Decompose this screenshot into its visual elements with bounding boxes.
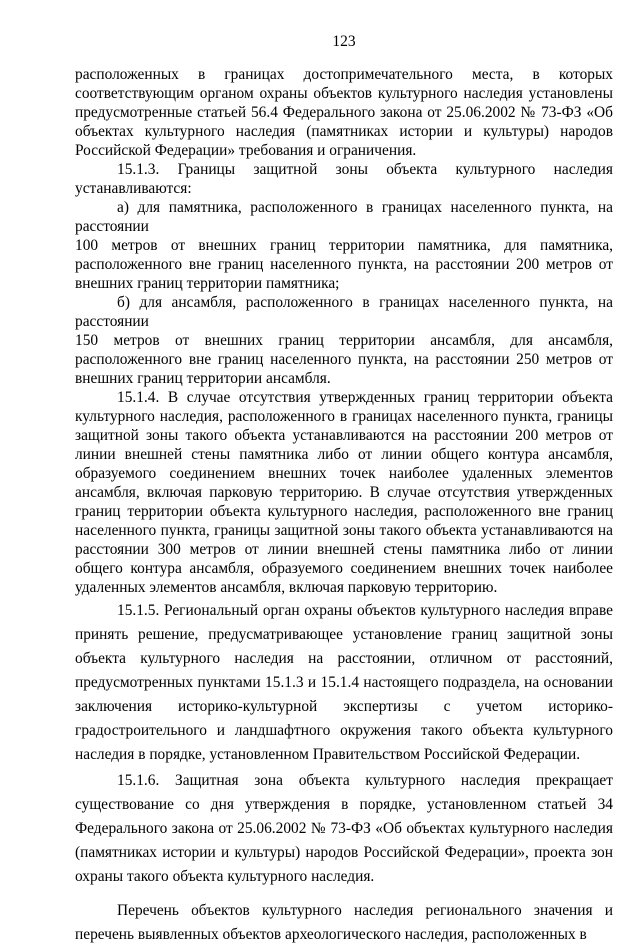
document-body bbox=[75, 65, 613, 947]
paragraph-15-1-3: 15.1.3. Границы защитной зоны объекта культурного наследия устанавливаются: bbox=[75, 161, 613, 197]
paragraph-item-b: б) для ансамбля, расположенного в границах населенного пункта, на расстоянии bbox=[75, 294, 613, 330]
paragraph-item-a-continued: 100 метров от внешних границ территории памятника, для памятника, расположенного вне границ населенного пункта, на расстоянии 200 метров от внешних границ территории памятника; bbox=[75, 237, 613, 292]
paragraph-item-a: а) для памятника, расположенного в границах населенного пункта, на расстоянии bbox=[75, 199, 613, 235]
paragraph-item-b-continued: 150 метров от внешних границ территории ансамбля, для ансамбля, расположенного вне границ населенного пункта, на расстоянии 250 метров от внешних границ территории ансамбля. bbox=[75, 332, 613, 387]
paragraph-list-intro: Перечень объектов культурного наследия регионального значения и перечень выявленных объектов археологического наследия, расположенных в bbox=[75, 902, 613, 943]
paragraph-15-1-4: 15.1.4. В случае отсутствия утвержденных границ территории объекта культурного наследия, расположенного в границах населенного пункта, границы защитной зоны такого объекта устанавливаются на расстоянии 200 метров от линии внешней стены памятника либо от линии общего контура ансамбля, образуемого соединением внешних точек наиболее удаленных элементов ансамбля, включая парковую территорию. В случае отсутствия утвержденных границ территории объекта культурного наследия, расположенного вне границ населенного пункта, границы защитной зоны такого объекта устанавливаются на расстоянии 300 метров от линии внешней стены памятника либо от линии общего контура ансамбля, образуемого соединением внешних точек наиболее удаленных элементов ансамбля, включая парковую территорию. bbox=[75, 389, 613, 596]
paragraph-continuation: расположенных в границах достопримечательного места, в которых соответствующим органом охраны объектов культурного наследия установлены предусмотренные статьей 56.4 Федерального закона от 25.06.2002 № 73-ФЗ «Об объектах культурного наследия (памятниках истории и культуры) народов Российской Федерации» требования и ограничения. bbox=[75, 66, 613, 159]
paragraph-15-1-5: 15.1.5. Региональный орган охраны объектов культурного наследия вправе принять решение, предусматривающее установление границ защитной зоны объекта культурного наследия на расстоянии, отличном от расстояний, предусмотренных пунктами 15.1.3 и 15.1.4 настоящего подраздела, на основании заключения историко-культурной экспертизы с учетом историко-градостроительного и ландшафтного окружения такого объекта культурного наследия в порядке, установленном Правительством Российской Федерации. bbox=[75, 602, 613, 763]
page-number: 123 bbox=[332, 33, 356, 50]
paragraph-15-1-6: 15.1.6. Защитная зона объекта культурного наследия прекращает существование со дня утверждения в порядке, установленном статьей 34 Федерального закона от 25.06.2002 № 73-ФЗ «Об объектах культурного наследия (памятниках истории и культуры) народов Российской Федерации», проекта зон охраны такого объекта культурного наследия. bbox=[75, 772, 613, 885]
